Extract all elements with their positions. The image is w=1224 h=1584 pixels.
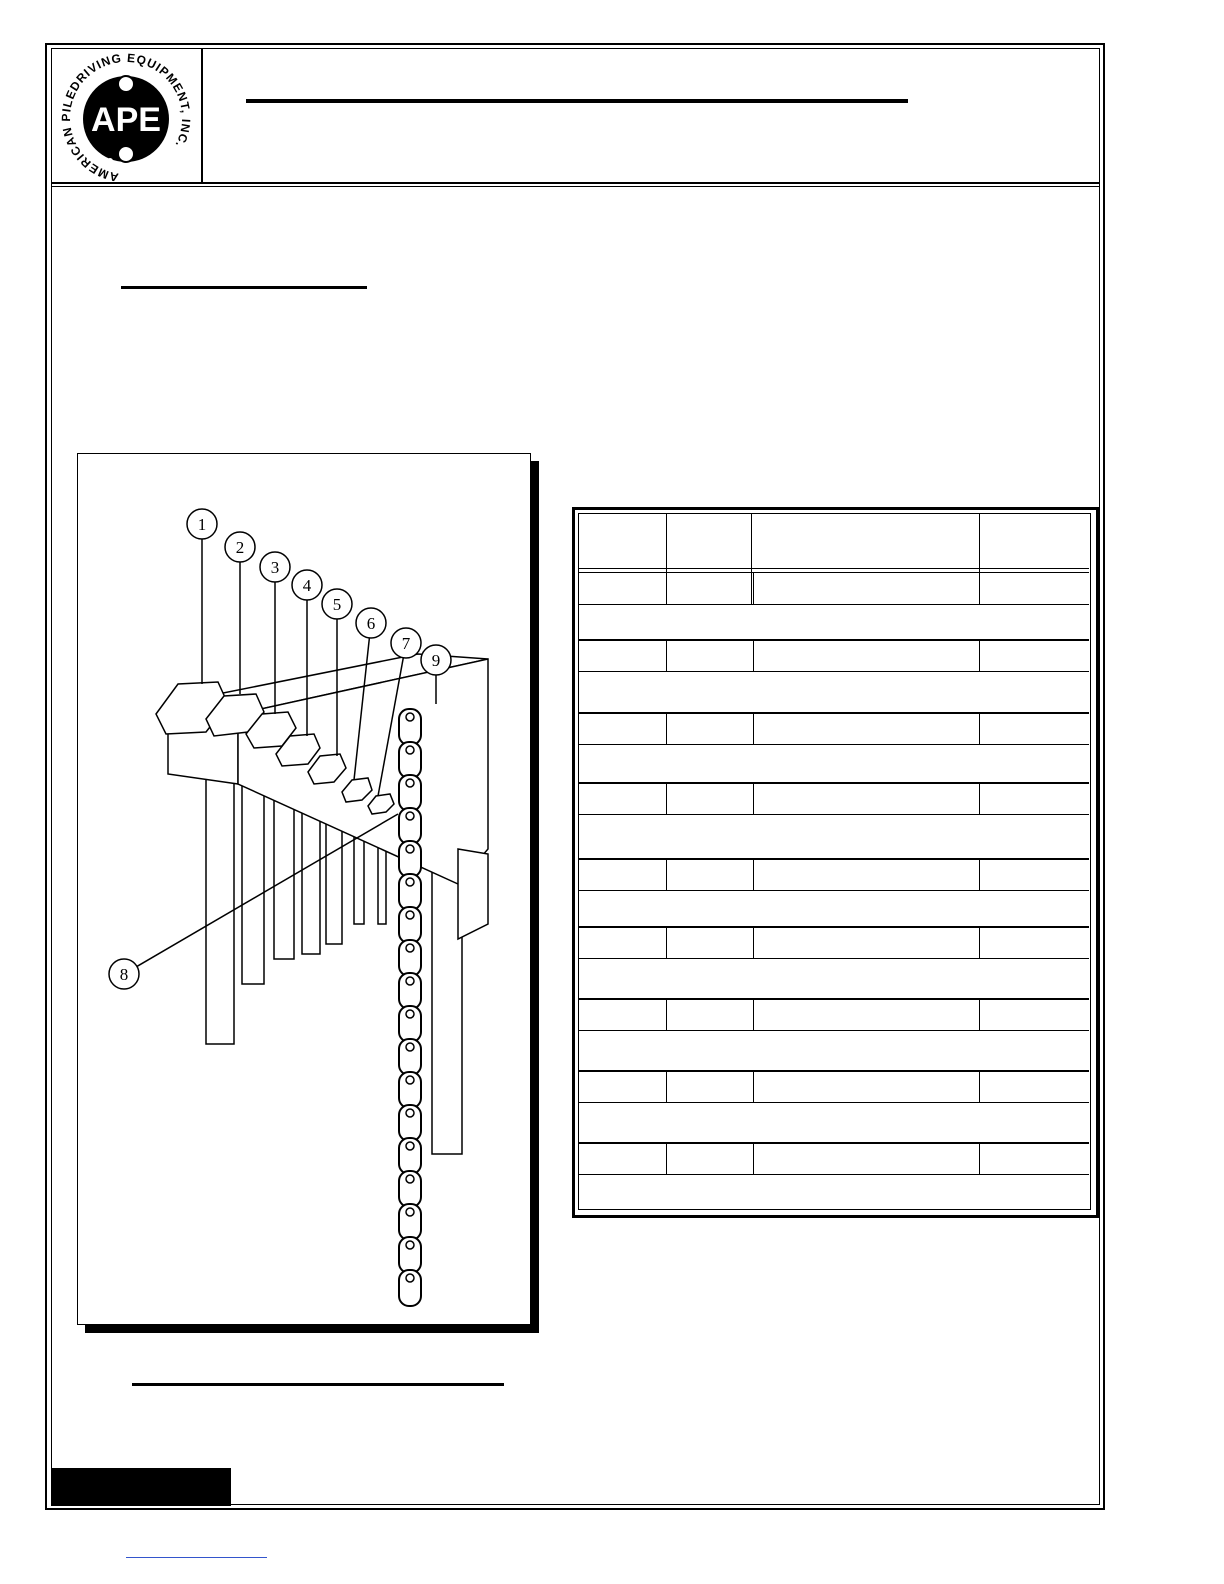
table-rule xyxy=(579,782,1089,784)
table-rule xyxy=(579,1142,1089,1144)
logo-small-dot-icon xyxy=(107,158,113,164)
table-rule xyxy=(579,1030,1089,1031)
table-column-rule xyxy=(979,712,980,744)
chain-pin xyxy=(406,1043,414,1051)
holder-block xyxy=(458,849,488,939)
table-column-rule xyxy=(666,998,667,1030)
callout-number-6: 6 xyxy=(366,614,376,633)
table-rule xyxy=(579,814,1089,815)
table-rule xyxy=(579,1102,1089,1103)
chain-pin xyxy=(406,1274,414,1282)
chain-pin xyxy=(406,944,414,952)
footer-link[interactable] xyxy=(126,1557,267,1558)
chain-pin xyxy=(406,779,414,787)
section-heading-bottom-underline xyxy=(132,1383,504,1386)
table-column-rule xyxy=(666,1070,667,1102)
table-column-rule xyxy=(666,639,667,671)
callout-number-9: 9 xyxy=(431,651,441,670)
table-column-rule xyxy=(666,782,667,814)
table-rule xyxy=(579,958,1089,959)
header-divider-secondary xyxy=(51,186,1100,187)
table-rule xyxy=(579,671,1089,672)
chain-pin xyxy=(406,1142,414,1150)
logo-top-node-icon xyxy=(118,76,134,92)
table-column-rule xyxy=(979,998,980,1030)
table-rule xyxy=(579,568,1089,569)
table-rule xyxy=(579,712,1089,714)
table-column-rule xyxy=(979,926,980,958)
table-column-rule xyxy=(979,639,980,671)
footer-link-text[interactable] xyxy=(126,1538,267,1556)
table-column-rule xyxy=(753,1142,754,1174)
chain-pin xyxy=(406,977,414,985)
table-column-rule xyxy=(753,782,754,814)
table-column-rule xyxy=(666,926,667,958)
table-column-rule xyxy=(666,712,667,744)
roller-chain xyxy=(399,709,421,1306)
table-column-rule xyxy=(753,639,754,671)
table-column-rule xyxy=(751,514,752,604)
table-column-rule xyxy=(979,782,980,814)
table-column-rule xyxy=(666,858,667,890)
callout-number-3: 3 xyxy=(270,558,280,577)
chain-pin xyxy=(406,911,414,919)
table-rule xyxy=(579,744,1089,745)
table-column-rule xyxy=(979,858,980,890)
header-divider xyxy=(51,182,1100,184)
table-column-rule xyxy=(979,572,980,604)
section-heading-top-underline xyxy=(121,286,367,289)
logo-bottom-node-icon xyxy=(118,146,134,162)
hex-key-2-shaft xyxy=(242,774,264,984)
logo-ring-text: AMERICAN PILEDRIVING EQUIPMENT, INC. xyxy=(58,50,194,183)
page-title xyxy=(246,70,908,96)
table-column-rule xyxy=(753,998,754,1030)
table-rule xyxy=(579,639,1089,641)
ape-logo xyxy=(52,49,201,183)
table-column-rule xyxy=(753,712,754,744)
logo-box xyxy=(52,49,203,183)
table-rule xyxy=(579,572,1089,573)
chain-pin xyxy=(406,878,414,886)
chain-pin xyxy=(406,746,414,754)
callout-number-1: 1 xyxy=(197,515,207,534)
table-column-rule xyxy=(979,1142,980,1174)
table-rule xyxy=(579,1174,1089,1175)
tool-kit-drawing xyxy=(78,454,530,1324)
parts-drawing-frame xyxy=(77,453,531,1325)
table-rule xyxy=(579,858,1089,860)
chain-pin xyxy=(406,1208,414,1216)
table-rule xyxy=(579,604,1089,605)
chain-pin xyxy=(406,812,414,820)
table-column-rule xyxy=(666,572,667,604)
chain-pin xyxy=(406,713,414,721)
section-heading-bottom xyxy=(132,1355,504,1379)
table-rule xyxy=(579,926,1089,928)
table-column-rule xyxy=(753,1070,754,1102)
callout-number-7: 7 xyxy=(401,634,411,653)
callout-number-4: 4 xyxy=(302,576,312,595)
callout-number-2: 2 xyxy=(235,538,245,557)
table-column-rule xyxy=(753,926,754,958)
table-rule xyxy=(579,1070,1089,1072)
callout-number-5: 5 xyxy=(332,595,342,614)
chain-pin xyxy=(406,1241,414,1249)
chain-pin xyxy=(406,1010,414,1018)
chain-pin xyxy=(406,1109,414,1117)
chain-pin xyxy=(406,845,414,853)
table-column-rule xyxy=(753,858,754,890)
table-column-rule xyxy=(666,1142,667,1174)
chain-pin xyxy=(406,1076,414,1084)
hex-key-1-shaft xyxy=(206,774,234,1044)
callout-number-8: 8 xyxy=(119,965,129,984)
table-rule xyxy=(579,890,1089,891)
table-column-rule xyxy=(979,1070,980,1102)
table-column-rule xyxy=(753,572,754,604)
page-title-underline xyxy=(246,99,908,103)
table-rule xyxy=(579,998,1089,1000)
section-heading-top xyxy=(121,258,367,282)
parts-table xyxy=(578,513,1091,1210)
page-number-tab xyxy=(51,1468,231,1506)
logo-brand-text: APE xyxy=(91,101,161,139)
chain-pin xyxy=(406,1175,414,1183)
